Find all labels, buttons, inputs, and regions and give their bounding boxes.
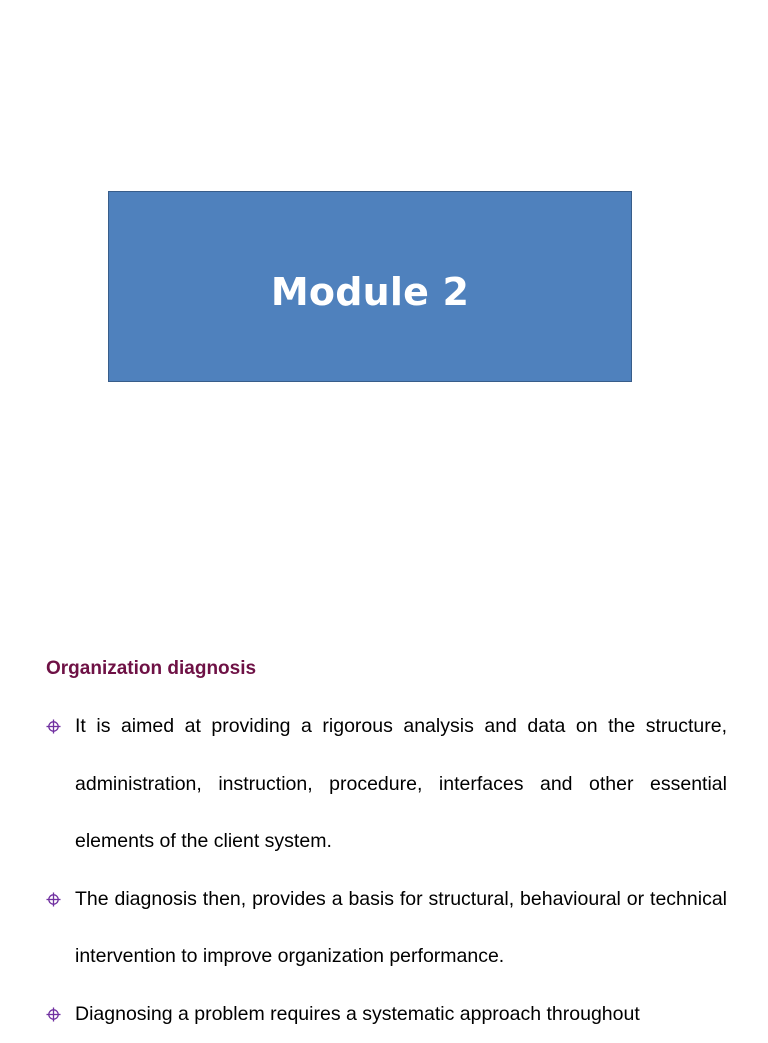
bullet-text: The diagnosis then, provides a basis for structural, behavioural or technical intervention to improve organization performance. xyxy=(75,871,727,986)
bullet-list xyxy=(46,698,727,1043)
section-heading: Organization diagnosis xyxy=(46,657,256,681)
module-title: Module 2 xyxy=(271,270,469,314)
list-item xyxy=(46,871,727,986)
list-item xyxy=(46,698,727,871)
crosshair-bullet-icon xyxy=(46,719,61,734)
bullet-text: Diagnosing a problem requires a systematic approach throughout xyxy=(75,986,727,1043)
crosshair-bullet-icon xyxy=(46,1007,61,1022)
list-item xyxy=(46,986,727,1043)
bullet-text: It is aimed at providing a rigorous analysis and data on the structure, administration, instruction, procedure, interfaces and other essential elements of the client system. xyxy=(75,698,727,871)
crosshair-bullet-icon xyxy=(46,892,61,907)
module-title-box xyxy=(108,191,632,382)
